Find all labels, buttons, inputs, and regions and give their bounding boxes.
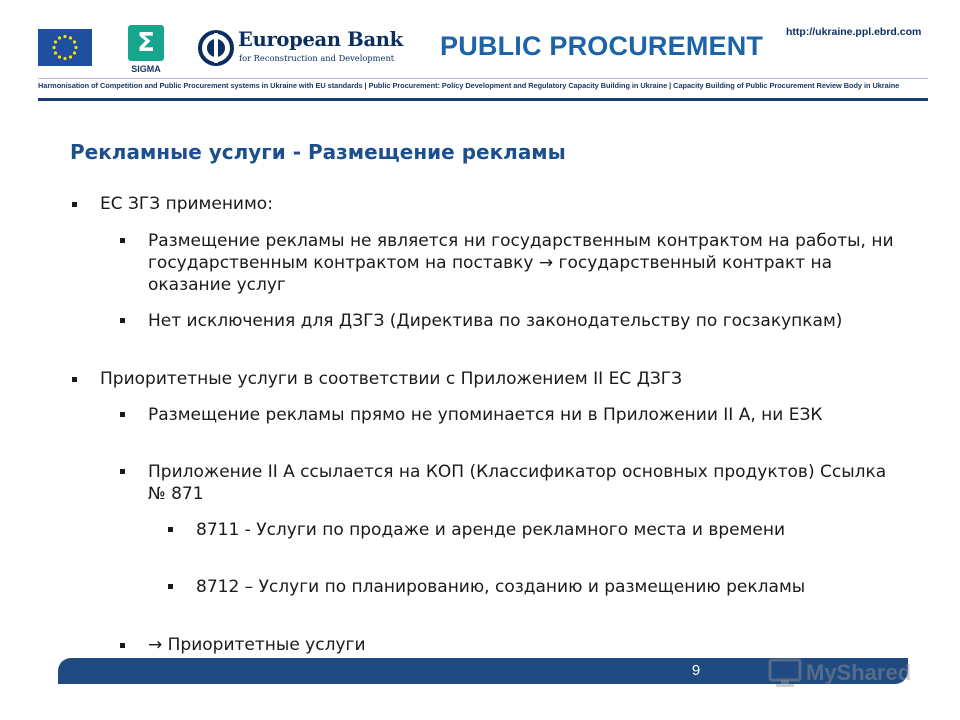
bullet-item: Размещение рекламы не является ни государственным контрактом на работы, ни государственным контрактом на поставку → государственный контракт на оказание услуг	[148, 231, 894, 295]
header-tagline: Harmonisation of Competition and Public Procurement systems in Ukraine with EU standards | Public Procurement: Policy Development and Regulatory Capacity Building in Ukraine | Capacity Building of Public Procurement Review Body in Ukraine	[38, 81, 900, 90]
page-number: 9	[691, 662, 701, 679]
watermark-text: MyShared	[806, 660, 912, 685]
bullet-marker	[72, 377, 77, 382]
bullet-marker	[120, 469, 125, 474]
bullet-item: Размещение рекламы прямо не упоминается ни в Приложении II А, ни ЕЗК	[148, 405, 823, 425]
bullet-item: Приоритетные услуги в соответствии с Приложением II ЕС ДЗГЗ	[100, 369, 683, 389]
sigma-label: SIGMA	[131, 64, 161, 74]
slide-title: Рекламные услуги - Размещение рекламы	[70, 140, 566, 164]
bullet-item: Приложение II А ссылается на КОП (Классификатор основных продуктов) Ссылка № 871	[148, 462, 887, 504]
bullet-marker	[120, 643, 125, 648]
bullet-marker	[120, 318, 125, 323]
bullet-item: Нет исключения для ДЗГЗ (Директива по законодательству по госзакупкам)	[148, 311, 843, 331]
header	[0, 0, 960, 110]
ebrd-name: European Bank	[238, 28, 403, 51]
bullet-item: ЕС ЗГЗ применимо:	[100, 194, 273, 214]
ebrd-emblem-icon	[198, 30, 234, 66]
bullet-item: 8712 – Услуги по планированию, созданию и размещению рекламы	[196, 577, 806, 597]
monitor-icon	[768, 658, 802, 688]
header-divider-thin	[38, 78, 928, 79]
bullet-marker	[168, 527, 173, 532]
header-url: http://ukraine.ppl.ebrd.com	[786, 26, 922, 38]
watermark	[766, 656, 926, 690]
header-title: PUBLIC PROCUREMENT	[440, 31, 764, 61]
ebrd-logo	[198, 28, 403, 68]
eu-flag-logo	[38, 29, 92, 66]
sigma-icon: Σ	[128, 25, 164, 61]
bullet-marker	[120, 238, 125, 243]
bullet-marker	[120, 412, 125, 417]
sigma-logo	[128, 25, 164, 77]
ebrd-subtitle: for Reconstruction and Development	[239, 53, 395, 63]
bullet-item: → Приоритетные услуги	[148, 635, 366, 655]
bullet-marker	[168, 584, 173, 589]
bullet-marker	[72, 202, 77, 207]
bullet-item: 8711 - Услуги по продаже и аренде рекламного места и времени	[196, 520, 786, 540]
header-divider-thick	[38, 98, 928, 101]
